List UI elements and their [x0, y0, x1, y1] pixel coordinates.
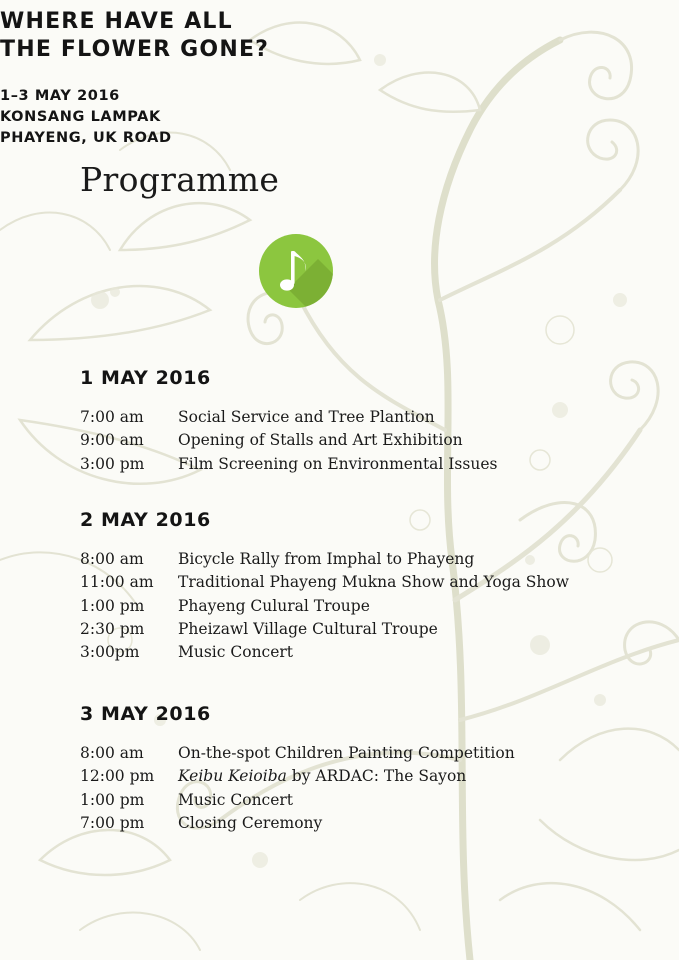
day-title: 3 MAY 2016: [80, 703, 211, 725]
event-dates: 1–3 MAY 2016: [0, 88, 120, 104]
day-block-2: [80, 508, 569, 664]
event-row: [80, 571, 569, 594]
event-header: [0, 8, 269, 149]
event-time: 7:00 pm: [80, 813, 145, 832]
event-row: [80, 618, 569, 641]
event-row: [80, 789, 515, 812]
event-meta: [0, 86, 269, 149]
event-name: Closing Ceremony: [178, 813, 323, 832]
event-name: On-the-spot Children Painting Competition: [178, 744, 515, 762]
event-name: Bicycle Rally from Imphal to Phayeng: [178, 550, 475, 568]
programme-heading: Programme: [80, 160, 280, 199]
event-name-rest: by ARDAC: The Sayon: [286, 767, 467, 786]
event-name: Opening of Stalls and Art Exhibition: [178, 431, 463, 450]
day-block-1: [80, 366, 497, 476]
event-row: [80, 742, 515, 765]
event-title: [0, 8, 269, 64]
event-name: Social Service and Tree Plantion: [178, 408, 435, 426]
event-time: 8:00 am: [80, 744, 144, 762]
event-row: [80, 812, 515, 835]
event-time: 2:30 pm: [80, 619, 145, 638]
event-title-line1: WHERE HAVE ALL: [0, 9, 233, 34]
event-name-italic: Keibu Keioiba: [178, 767, 287, 786]
day-title: 1 MAY 2016: [80, 367, 211, 389]
event-row: [80, 765, 515, 788]
event-name: Pheizawl Village Cultural Troupe: [178, 619, 438, 638]
event-row: [80, 453, 497, 476]
event-row: [80, 641, 569, 664]
event-name: Traditional Phayeng Mukna Show and Yoga Show: [178, 573, 570, 592]
event-row: [80, 429, 497, 452]
event-name: [178, 765, 466, 788]
event-name: Music Concert: [178, 643, 294, 662]
event-title-line2: THE FLOWER GONE?: [0, 37, 270, 62]
event-time: 7:00 am: [80, 408, 144, 426]
event-row: [80, 548, 569, 571]
event-time: 1:00 pm: [80, 790, 145, 809]
event-time: 3:00 pm: [80, 454, 145, 473]
event-time: 8:00 am: [80, 550, 144, 568]
event-venue-line1: KONSANG LAMPAK: [0, 109, 161, 125]
event-name: Phayeng Culural Troupe: [178, 596, 370, 615]
event-time: 1:00 pm: [80, 596, 145, 615]
day-block-3: [80, 702, 515, 835]
event-venue-line2: PHAYENG, UK ROAD: [0, 130, 172, 146]
event-time: 3:00pm: [80, 643, 140, 662]
music-note-icon: [258, 233, 334, 309]
event-row: [80, 406, 497, 429]
event-name: Film Screening on Environmental Issues: [178, 454, 498, 473]
event-time: 11:00 am: [80, 573, 154, 592]
event-row: [80, 595, 569, 618]
event-time: 12:00 pm: [80, 767, 155, 786]
day-title: 2 MAY 2016: [80, 509, 211, 531]
event-name: Music Concert: [178, 790, 294, 809]
event-time: 9:00 am: [80, 431, 144, 450]
